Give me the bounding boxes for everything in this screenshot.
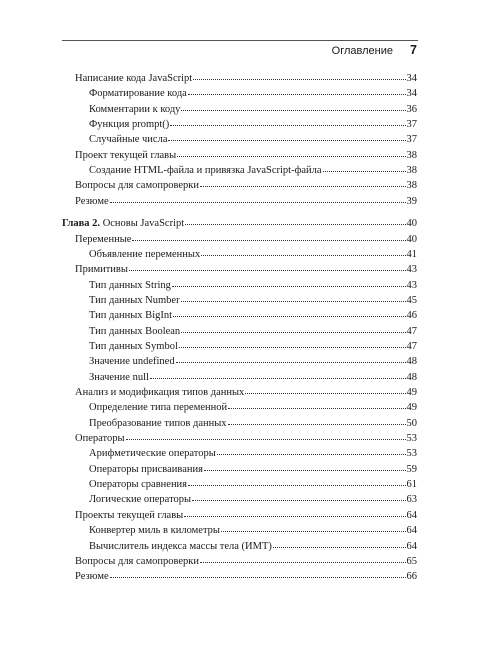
toc-entry: [75, 70, 417, 84]
toc-dot-leader: [188, 84, 406, 95]
toc-page-number: 40: [406, 218, 417, 230]
toc-entry: [89, 292, 417, 306]
toc-entry-title: [75, 263, 128, 277]
running-header-page-number: 7: [410, 43, 417, 57]
toc-entry: [89, 522, 417, 536]
toc-dot-leader: [193, 69, 405, 80]
toc-entry: [75, 507, 417, 521]
toc-page-number: 43: [406, 279, 417, 291]
toc-dot-leader: [110, 192, 406, 203]
toc-entry: [89, 307, 417, 321]
toc-entry: [89, 445, 417, 459]
toc-entry-title: [75, 72, 192, 86]
toc-dot-leader: [177, 146, 405, 157]
toc-dot-leader: [245, 383, 405, 394]
toc-entry-title-text: Конвертер миль в километры: [89, 525, 220, 537]
toc-dot-leader: [176, 352, 406, 363]
toc-page-number: 63: [406, 494, 417, 506]
toc-dot-leader: [192, 490, 405, 501]
toc-entry: [89, 399, 417, 413]
toc-entry-title-text: Анализ и модификация типов данных: [75, 387, 245, 398]
toc-dot-leader: [170, 115, 405, 126]
toc-entry-title-text: Операторы: [75, 433, 125, 445]
toc-entry-title-text: Создание HTML-файла и привязка JavaScript-файла: [89, 165, 322, 177]
toc-page-number: 38: [406, 149, 417, 161]
toc-page-number: 47: [406, 340, 417, 352]
toc-entry-title-text: Тип данных Number: [89, 294, 180, 306]
toc-entry-title-text: Проект текущей главы: [75, 149, 177, 161]
toc-dot-leader: [201, 245, 405, 256]
toc-entry-title-text: Значение undefined: [89, 356, 175, 368]
toc-entry: [75, 261, 417, 275]
toc-page-number: 53: [406, 448, 417, 460]
toc-entry: [75, 553, 417, 567]
toc-page-number: 38: [406, 165, 417, 177]
toc-page-number: 34: [406, 73, 417, 84]
toc-dot-leader: [168, 130, 405, 141]
toc-page-number: 61: [406, 479, 417, 491]
toc-page-number: 39: [406, 195, 417, 207]
toc-entry-title-text: Тип данных BigInt: [89, 310, 173, 322]
toc-page-number: 50: [406, 417, 417, 429]
toc-dot-leader: [132, 230, 405, 241]
toc-page-number: 41: [406, 248, 417, 260]
toc-entry-title: [89, 478, 187, 492]
toc-entry-title-text: Объявление переменных: [89, 248, 201, 260]
toc-chapter-entry: [62, 215, 417, 229]
toc-entry: [75, 384, 417, 398]
toc-entry-title: [89, 493, 191, 507]
toc-dot-leader: [204, 460, 406, 471]
toc-entry: [89, 162, 417, 176]
toc-entry: [89, 101, 417, 115]
toc-entry: [89, 338, 417, 352]
toc-entry: [89, 461, 417, 475]
toc-dot-leader: [228, 414, 406, 425]
toc-dot-leader: [150, 368, 406, 379]
toc-page-number: 36: [406, 103, 417, 115]
toc-page-number: 45: [406, 294, 417, 306]
toc-entry-title: [89, 279, 171, 293]
toc-dot-leader: [181, 291, 406, 302]
toc-entry-title: [75, 233, 131, 247]
toc-page-number: 34: [406, 88, 417, 100]
toc-entry-title-text: Логические операторы: [89, 494, 192, 506]
toc-entry-title-text: Форматирование кода: [89, 88, 187, 100]
toc-dot-leader: [185, 214, 405, 225]
toc-entry-title-text: Тип данных String: [89, 279, 171, 291]
toc-entry-title: [89, 118, 169, 132]
toc-page-number: 46: [406, 310, 417, 322]
toc-entry: [75, 147, 417, 161]
toc-page-number: 64: [406, 509, 417, 521]
toc-page-number: 48: [406, 356, 417, 368]
toc-entry: [89, 491, 417, 505]
toc-entry-title: [89, 340, 178, 354]
toc-entry-title-text: Арифметические операторы: [89, 448, 216, 460]
toc-dot-leader: [200, 176, 405, 187]
toc-entry-title: [89, 401, 227, 415]
toc-entry-title-text: Переменные: [75, 233, 132, 245]
toc-page-number: 48: [406, 371, 417, 383]
toc-entry-title: [89, 524, 220, 538]
toc-entry-title: [89, 325, 180, 339]
toc-dot-leader: [126, 429, 406, 440]
toc-entry-title-text: Резюме: [75, 195, 109, 207]
toc-entry: [75, 568, 417, 582]
toc-entry-title-text: Определение типа переменной: [89, 402, 228, 414]
toc-entry-title: [75, 570, 109, 584]
toc-entry-title: [75, 432, 125, 446]
toc-entry-title-text: Вопросы для самопроверки: [75, 555, 200, 567]
toc-entry-title: [75, 386, 244, 400]
toc-dot-leader: [181, 322, 405, 333]
toc-entry-title-text: Основы JavaScript: [102, 218, 185, 230]
toc-entry: [89, 353, 417, 367]
toc-entry: [89, 131, 417, 145]
toc-dot-leader: [217, 444, 406, 455]
toc-entry-title: [75, 509, 183, 523]
toc-entry: [89, 85, 417, 99]
toc-dot-leader: [129, 260, 406, 271]
toc-dot-leader: [273, 537, 406, 548]
toc-entry-title-text: Вопросы для самопроверки: [75, 180, 200, 192]
toc-chapter-prefix: Глава 2.: [62, 218, 101, 230]
toc-entry: [89, 415, 417, 429]
toc-entry-title-text: Проекты текущей главы: [75, 509, 184, 521]
toc-dot-leader: [228, 398, 405, 409]
toc-entry: [89, 476, 417, 490]
toc-entry-title-text: Операторы присваивания: [89, 463, 203, 475]
header-rule: [62, 40, 418, 41]
toc-dot-leader: [173, 306, 405, 317]
toc-page-number: 49: [406, 387, 417, 398]
toc-page-number: 38: [406, 180, 417, 192]
toc-page-number: 59: [406, 463, 417, 475]
toc-page-number: 49: [406, 402, 417, 414]
toc-page-number: 64: [406, 525, 417, 537]
toc-entry-title-text: Тип данных Boolean: [89, 325, 181, 337]
toc-dot-leader: [110, 567, 406, 578]
toc-dot-leader: [184, 506, 405, 517]
toc-entry-title: [89, 463, 203, 477]
toc-page-number: 53: [406, 433, 417, 445]
running-header-title: Оглавление: [331, 45, 393, 57]
toc-entry-title-text: Тип данных Symbol: [89, 340, 178, 352]
toc-entry-title: [89, 103, 180, 117]
toc-entry-title: [89, 309, 172, 323]
toc-page-number: 64: [406, 540, 417, 552]
toc-dot-leader: [188, 475, 405, 486]
toc-entry-title-text: Написание кода JavaScript: [75, 73, 193, 84]
toc-page-number: 40: [406, 233, 417, 245]
toc-entry: [89, 277, 417, 291]
toc-entry-title: [89, 447, 216, 461]
toc-entry: [89, 116, 417, 130]
toc-entry-title: [75, 195, 109, 209]
toc-entry-title-text: Комментарии к коду: [89, 103, 181, 115]
toc-entry-title-text: Функция prompt(): [89, 119, 170, 131]
toc-entry-title-text: Резюме: [75, 571, 109, 583]
toc-dot-leader: [181, 100, 405, 111]
toc-entry-title: [89, 294, 180, 308]
toc-entry: [89, 323, 417, 337]
toc-entry: [75, 177, 417, 191]
toc-entry: [89, 246, 417, 260]
toc-dot-leader: [323, 161, 406, 172]
toc-page-number: 65: [406, 555, 417, 567]
toc-entry-title-text: Примитивы: [75, 264, 128, 276]
toc-dot-leader: [221, 521, 406, 532]
toc-page-number: 37: [406, 134, 417, 146]
toc-page-number: 37: [406, 119, 417, 131]
toc-page-number: 47: [406, 325, 417, 337]
toc-entry: [89, 538, 417, 552]
toc-entry-title: [89, 87, 187, 101]
toc-entry: [75, 430, 417, 444]
toc-entry-title: [75, 149, 176, 163]
toc-page-number: 43: [406, 264, 417, 276]
toc-dot-leader: [179, 337, 406, 348]
toc-entry: [75, 193, 417, 207]
toc-entry-title: [89, 371, 149, 385]
toc-entry: [89, 369, 417, 383]
toc-entry: [75, 231, 417, 245]
toc-dot-leader: [200, 552, 405, 563]
toc-entry-title-text: Случайные числа: [89, 134, 168, 146]
toc-entry-title-text: Преобразование типов данных: [89, 417, 227, 429]
toc-page-number: 66: [406, 571, 417, 583]
toc-entry-title-text: Операторы сравнения: [89, 479, 188, 491]
toc-entry-title: [89, 133, 167, 147]
toc-dot-leader: [172, 276, 406, 287]
toc-entry-title-text: Вычислитель индекса массы тела (ИМТ): [89, 540, 272, 552]
toc-entry-title-text: Значение null: [89, 371, 149, 383]
